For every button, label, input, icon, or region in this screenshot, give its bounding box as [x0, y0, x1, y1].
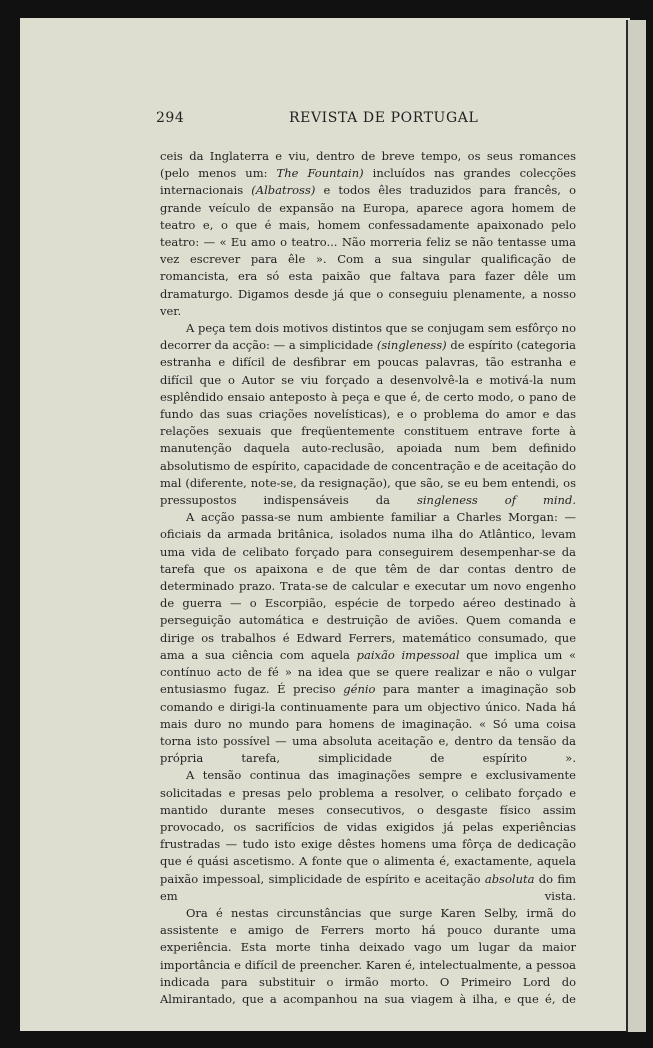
- italic-phrase: (Albatross): [251, 183, 316, 198]
- italic-phrase: paixão impessoal: [356, 647, 460, 662]
- text-run: incluídos nas grandes colecções internacionais: [160, 166, 576, 198]
- italic-phrase: génio: [343, 682, 376, 697]
- text-run: ceis da Inglaterra e viu, dentro de breve tempo, os seus romances (pelo menos um:: [160, 149, 576, 181]
- text-run: A peça tem dois motivos distintos que se conjugam sem esfôrço no decorrer da acção: — a simplicidade: [160, 321, 576, 353]
- text-run: de espírito (categoria estranha e difícil de desfibrar em poucas palavras, tão estranha e difícil que o Autor se viu forçado a desenvolvê-la e motivá-la num esplêndido ensaio anteposto à peça e que é, de certo modo, o pano de fundo das suas criações novelísticas), e o problema do amor e das relações sexuais que freqüentemente constituem entrave forte à manutenção daquela auto-reclusão, apoiada num bem definido absolutismo de espírito, capacidade de concentração e de aceitação do mal (diferente, note-se, da resignação), que são, se eu bem entendi, os pressupostos indispensáveis da: [160, 338, 576, 508]
- page-header: [156, 110, 576, 130]
- page-number: 294: [156, 110, 185, 126]
- paragraph-1: [160, 148, 576, 320]
- text-run: do fim em vista.: [160, 871, 576, 903]
- italic-phrase: The Fountain): [276, 166, 364, 181]
- text-run: e todos êles traduzidos para francês, o grande veículo de expansão na Europa, aparece agora homem de teatro e, o que é mais, homem confessadamente apaixonado pelo teatro: — « Eu amo o teatro... Não morreria feliz se não tentasse uma vez escrever para êle ». Com a sua singular qualificação de romancista, era só esta paixão que faltava para fazer dêle um dramaturgo. Digamos desde já que o conseguiu plenamente, a nosso ver.: [160, 183, 576, 318]
- text-run: que implica um « contínuo acto de fé » na idea que se quere realizar e não o vulgar entusiasmo fugaz. É preciso: [160, 647, 577, 697]
- text-run: Ora é nestas circunstâncias que surge Karen Selby, irmã do assistente e amigo de Ferrers morto há pouco durante uma experiência. Esta morte tinha deixado vago um lugar da maior importância e difícil de preencher. Karen é, intelectualmente, a pessoa indicada para substituir o irmão morto. O Primeiro Lord do Almirantado, que a acompanhou na sua viagem à ilha, e que é, de: [160, 905, 576, 1006]
- text-run: A acção passa-se num ambiente familiar a Charles Morgan: — oficiais da armada britânica, isolados numa ilha do Atlântico, levam uma vida de celibato forçado para conseguirem desempenhar-se da tarefa que os apaixona e de que têm de dar contas dentro de determinado prazo. Trata-se de calcular e executar um novo engenho de guerra — o Escorpião, espécie de torpedo aéreo destinado à perseguição automática e destruição de aviões. Quem comanda e dirige os trabalhos é Edward Ferrers, matemático consumado, que ama a sua ciência com aquela: [160, 510, 576, 662]
- text-run: A tensão continua das imaginações sempre e exclusivamente solicitadas e presas pelo problema a resolver, o celibato forçado e mantido durante meses consecutivos, o desgaste físico assim provocado, os sacrifícios de vidas exigidos já pelas experiências frustradas — tudo isto exige dêstes homens uma fôrça de dedicação que é quási ascetismo. A fonte que o alimenta é, exactamente, aquela paixão impessoal, simplicidade de espírito e aceitação: [160, 768, 576, 886]
- paragraph-3: [160, 509, 576, 767]
- article-body: [160, 148, 576, 1008]
- italic-phrase: (singleness): [376, 338, 447, 353]
- paragraph-2: [160, 320, 576, 509]
- italic-phrase: singleness of mind.: [416, 493, 576, 508]
- running-head: REVISTA DE PORTUGAL: [289, 110, 479, 126]
- italic-phrase: absoluta: [484, 871, 535, 886]
- text-run: para manter a imaginação sob comando e dirigi-la continuamente para um objectivo único. Nada há mais duro no mundo para homens de imaginação. « Só uma coisa torna isto possível — uma absoluta aceitação e, dentro da tensão da própria tarefa, simplicidade de espírito ».: [160, 682, 576, 766]
- paragraph-5: [160, 905, 576, 1008]
- paragraph-4: [160, 767, 576, 905]
- facing-page-edge: [626, 20, 646, 1032]
